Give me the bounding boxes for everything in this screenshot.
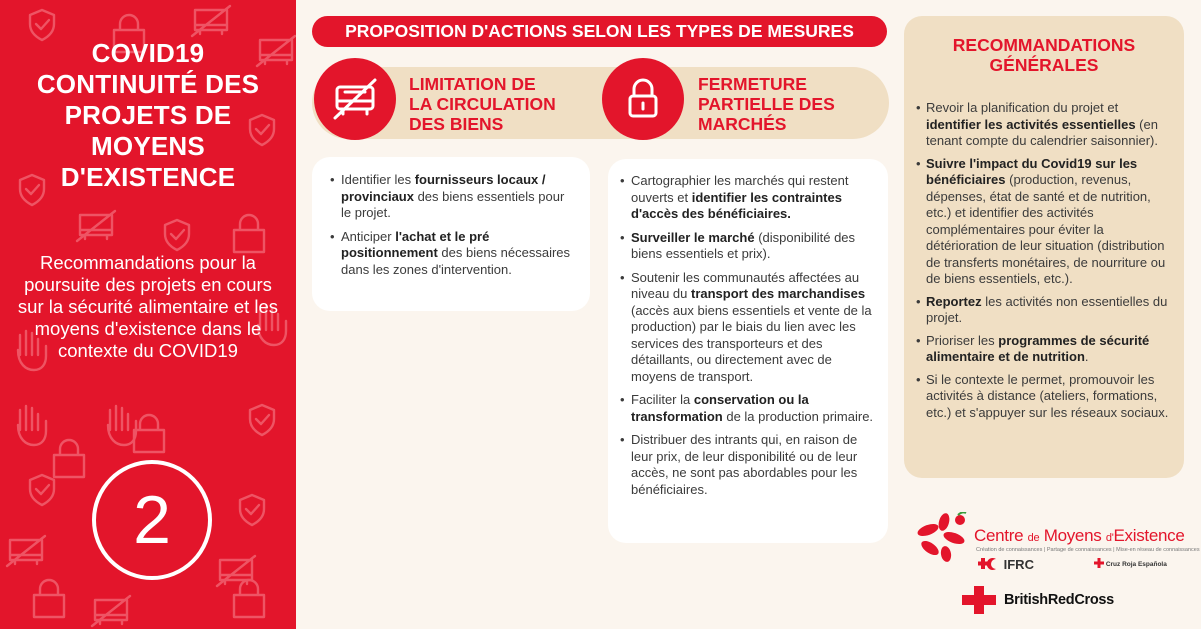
list-item: • Reportez les activités non essentielles du projet. <box>916 294 1174 327</box>
circulation-actions-list <box>330 172 576 278</box>
recommendations-title: RECOMMANDATIONS GÉNÉRALES <box>952 35 1136 75</box>
list-item: • Cartographier les marchés qui restent ouverts et identifier les contraintes d'accès des bénéficiaires. <box>620 173 876 223</box>
markets-actions-list <box>620 173 876 498</box>
sidebar-title: COVID19 CONTINUITÉ DES PROJETS DE MOYENS D'EXISTENCE <box>36 38 260 192</box>
markets-actions-card <box>608 159 888 543</box>
recommendations-list <box>916 100 1174 427</box>
list-item: • Soutenir les communautés affectées au niveau du transport des marchandises (accès aux biens essentiels et vente de la production) par le biais du lien avec les services des transporteurs et des détaillants, ou directement avec de moyens de transport. <box>620 270 876 386</box>
list-item: • Identifier les fournisseurs locaux / provinciaux des biens essentiels pour le projet. <box>330 172 576 222</box>
ifrc-logo: IFRC <box>978 557 1034 574</box>
red-cross-icon <box>1094 558 1104 570</box>
list-item: • Si le contexte le permet, promouvoir les activités à distance (ateliers, formations, etc.) et s'appuyer sur les réseaux sociaux. <box>916 372 1174 422</box>
general-recommendations-panel <box>904 16 1184 478</box>
list-item: • Surveiller le marché (disponibilité des biens essentiels et prix). <box>620 230 876 263</box>
no-truck-icon <box>314 58 396 140</box>
centre-logo-text: Centre de Moyens d'Existence <box>974 526 1185 545</box>
centre-moyens-existence-logo <box>914 512 1200 562</box>
sidebar-panel <box>0 0 296 629</box>
list-item: • Distribuer des intrants qui, en raison de leur prix, de leur disponibilité ou de leur accès, ne sont pas abordables pour les bénéficiaires. <box>620 432 876 498</box>
list-item: • Revoir la planification du projet et identifier les activités essentielles (en tenant compte du calendrier saisonnier). <box>916 100 1174 150</box>
circulation-actions-card <box>312 157 590 311</box>
measure-title-markets: FERMETURE PARTIELLE DES MARCHÉS <box>698 74 835 134</box>
cruz-roja-logo: Cruz Roja Española <box>1094 558 1167 570</box>
flower-logo-icon <box>914 512 972 562</box>
centre-logo-tagline: Création de connaissances | Partage de connaissances | Mise-en réseau de connaissances <box>976 547 1200 553</box>
list-item: • Prioriser les programmes de sécurité alimentaire et de nutrition. <box>916 333 1174 366</box>
list-item: • Suivre l'impact du Covid19 sur les bénéficiaires (production, revenus, dépenses, état de santé et de nutrition, etc.) et identifier des activités complémentaires pour éviter la détérioration de leur situation (distribution de transferts monétaires, de nourriture ou de biens essentiels, etc.). <box>916 156 1174 288</box>
red-cross-icon <box>962 586 996 614</box>
step-number-badge: 2 <box>92 460 212 580</box>
british-red-cross-logo: BritishRedCross <box>962 586 1114 614</box>
list-item: • Faciliter la conservation ou la transformation de la production primaire. <box>620 392 876 425</box>
padlock-icon <box>602 58 684 140</box>
red-cross-crescent-icon <box>978 558 1000 574</box>
sidebar-subtitle: Recommandations pour la poursuite des projets en cours sur la sécurité alimentaire et les moyens d'existence dans le contexte du COVID19 <box>17 252 279 361</box>
section-banner: PROPOSITION D'ACTIONS SELON LES TYPES DE MESURES <box>312 16 887 47</box>
list-item: • Anticiper l'achat et le pré positionnement des biens nécessaires dans les zones d'intervention. <box>330 229 576 279</box>
measure-title-circulation: LIMITATION DE LA CIRCULATION DES BIENS <box>409 74 556 134</box>
